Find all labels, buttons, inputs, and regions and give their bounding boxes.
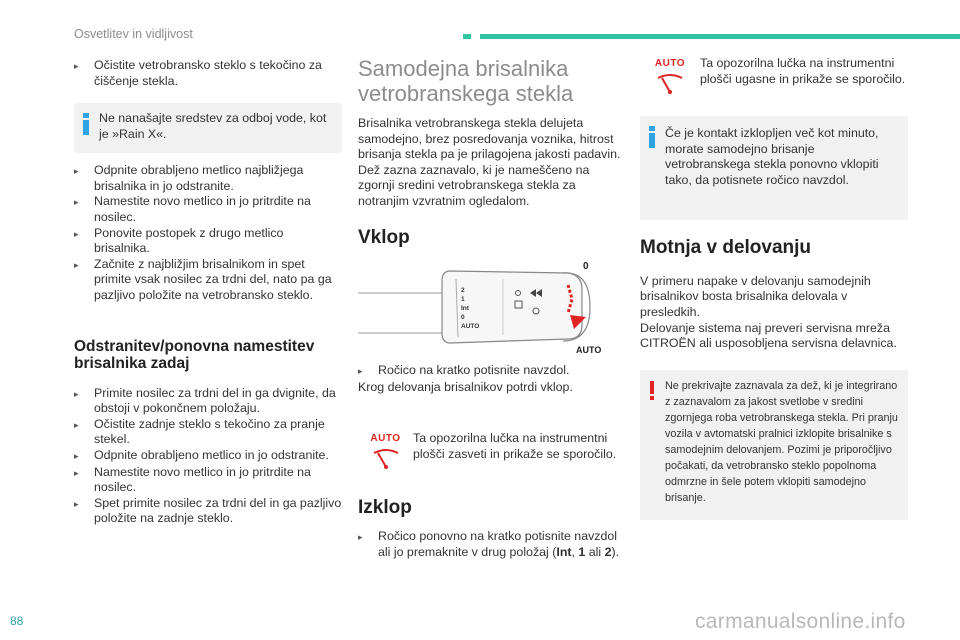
replace-steps-list (74, 163, 342, 303)
malfunction-text-2: Delovanje sistema naj preveri servisna mreža CITROËN ali usposobljena servisna delavnica. (640, 320, 897, 351)
list-item: ▸ Ročico na kratko potisnite navzdol. (358, 363, 626, 380)
malfunction-text: V primeru napake v delovanju samodejnih brisalnikov bosta brisalnika delovala v presledkih. (640, 273, 871, 319)
bullet-icon: ▸ (74, 228, 79, 239)
malfunction-heading: Motnja v delovanju (640, 237, 812, 259)
izklop-heading: Izklop (358, 496, 412, 518)
list-item: ▸ Začnite z najbližjim brisalnikom in spet primite vsak nosilec za trdni del, nato pa ga pazljivo položite na vetrobransko steklo. (74, 256, 332, 302)
stalk-position-label: 1 (461, 296, 465, 304)
list-item: ▸ Namestite novo metlico in jo pritrdite na nosilec. (74, 194, 311, 224)
intro-paragraph-2: Dež zazna zaznavalo, ki je nameščeno na zgornji sredini vetrobranskega stekla za notranjim vzvratnim ogledalom. (358, 162, 590, 208)
intro-paragraph: Brisalnika vetrobranskega stekla delujeta samodejno, brez posredovanja voznika, hitrost brisanja stekla pa je prilagojena jakosti padavin. (358, 116, 621, 162)
column-right (640, 56, 908, 520)
bullet-icon: ▸ (74, 450, 79, 461)
header-accent-mark (463, 34, 471, 39)
wiper-stalk-illustration (358, 259, 618, 355)
wiper-lamp-icon (655, 72, 685, 94)
rear-steps-list (74, 386, 342, 527)
warning-icon (649, 381, 655, 400)
rear-wiper-heading: Odstranitev/ponovna namestitev brisalnika zadaj (74, 337, 315, 372)
section-title: Samodejna brisalnika vetrobranskega stekla (358, 56, 574, 106)
bullet-icon: ▸ (74, 197, 79, 208)
list-item: ▸ Primite nosilec za trdni del in ga dvignite, da obstoji v pokončnem položaju. (74, 385, 336, 416)
list-item: ▸ Očistite zadnje steklo s tekočino za pranje stekel. (74, 416, 325, 447)
stalk-position-label: 0 (461, 314, 465, 322)
column-middle (358, 56, 626, 560)
info-note: Če je kontakt izklopljen več kot minuto, morate samodejno brisanje vetrobranskega stekla ponovno vklopiti tako, da potisnete ročico navzdol. (640, 116, 908, 220)
list-item: ▸ Spet primite nosilec za trdni del in ga pazljivo položite na zadnje steklo. (74, 495, 342, 526)
list-item: ▸ Odpnite obrabljeno metlico in jo odstranite. (74, 448, 342, 465)
list-item: ▸ Ponovite postopek z drugo metlico brisalnika. (74, 225, 284, 256)
list-item: ▸ Očistite vetrobransko steklo s tekočino za čiščenje stekla. (74, 58, 322, 88)
figure-label-zero: 0 (583, 261, 589, 273)
wiper-lamp-icon (371, 447, 401, 469)
auto-lamp-label: AUTO (654, 58, 686, 69)
on-confirm-text: Krog delovanja brisalnikov potrdi vklop. (358, 379, 573, 394)
bullet-icon: ▸ (74, 467, 79, 478)
bullet-icon: ▸ (74, 498, 79, 509)
auto-lamp-off (640, 56, 908, 98)
list-item: ▸ Odpnite obrabljeno metlico najbližjega brisalnika in jo odstranite. (74, 163, 304, 193)
info-icon (649, 126, 655, 148)
wiper-stalk-figure (358, 259, 618, 355)
bullet-icon: ▸ (74, 166, 79, 177)
watermark: carmanualsonline.info (695, 610, 906, 633)
page-number: 88 (10, 614, 24, 628)
list-item: ▸ Namestite novo metlico in jo pritrdite na nosilec. (74, 464, 311, 495)
vklop-heading: Vklop (358, 226, 410, 248)
column-left (74, 58, 342, 527)
auto-lamp-label: AUTO (370, 433, 401, 445)
info-note: Ne nanašajte sredstev za odboj vode, kot je »Rain X«. (74, 103, 342, 153)
auto-wiper-lamp (358, 431, 413, 473)
info-icon (83, 113, 89, 135)
header-accent-rule (480, 34, 960, 39)
warning-note: Ne prekrivajte zaznavala za dež, ki je integrirano z zaznavalom za jakost svetlobe v sredini zgornjega roba vetrobranskega stekla. Pri pranju vozila v avtomatski pralnici izklopite brisalnike s samodejnim delovanjem. Pozimi je priporočljivo počakati, da vetrobransko steklo popolnoma odmrzne in šele potem vklopiti samodejno brisanje. (640, 370, 908, 520)
bullet-icon: ▸ (74, 419, 79, 430)
bullet-icon: ▸ (358, 366, 363, 377)
figure-label-auto: AUTO (576, 345, 602, 356)
bullet-icon: ▸ (74, 259, 79, 270)
stalk-position-label: 2 (461, 287, 465, 295)
bullet-icon: ▸ (358, 532, 363, 543)
list-item: ▸ Ročico ponovno na kratko potisnite navzdol ali jo premaknite v drug položaj (Int, 1 ali 2). (358, 529, 620, 559)
bullet-icon: ▸ (74, 61, 79, 71)
auto-lamp-off-text: Ta opozorilna lučka na instrumentni plošči ugasne in prikaže se sporočilo. (700, 56, 906, 86)
stalk-position-label: Int (461, 305, 469, 313)
auto-lamp-on-text: Ta opozorilna lučka na instrumentni plošči zasveti in prikaže se sporočilo. (413, 431, 617, 461)
stalk-position-label: AUTO (461, 323, 480, 331)
auto-wiper-lamp (640, 56, 700, 98)
auto-lamp-on (358, 431, 626, 473)
page-header-title: Osvetlitev in vidljivost (74, 27, 193, 41)
bullet-icon: ▸ (74, 388, 79, 399)
